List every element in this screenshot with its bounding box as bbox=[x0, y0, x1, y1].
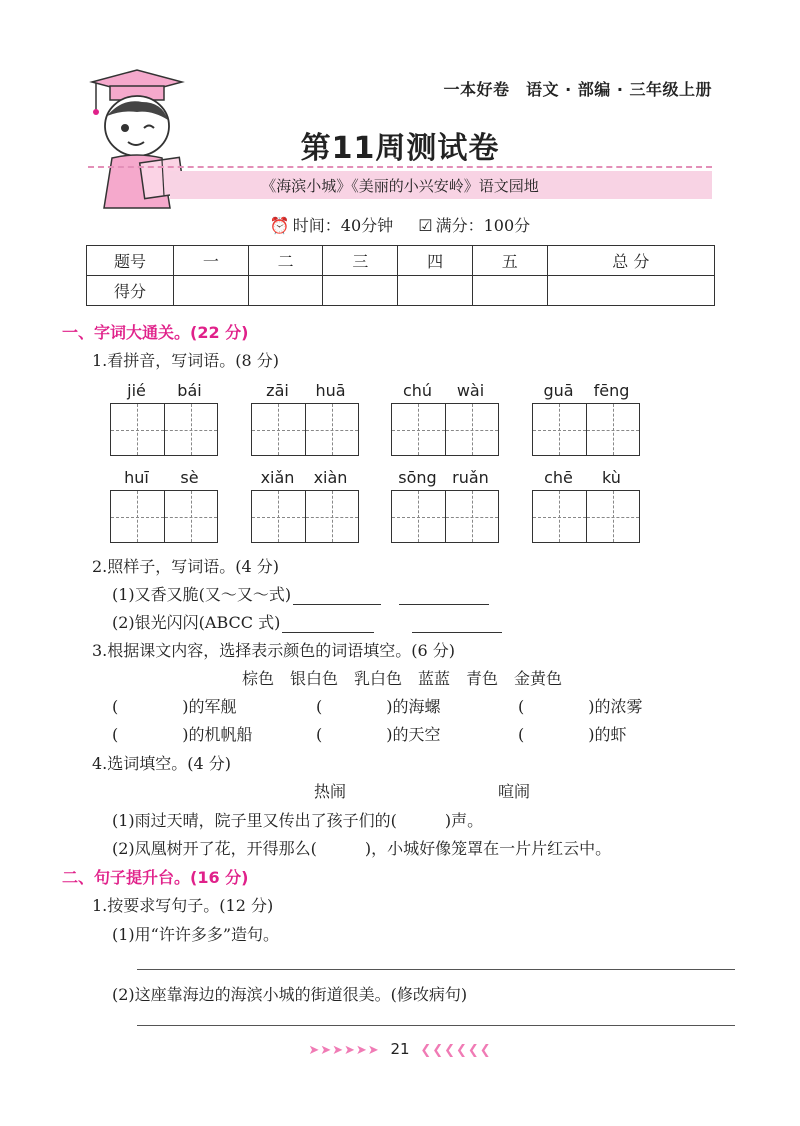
q4-word-option: 喧闹 bbox=[498, 782, 531, 801]
arrows-left-icon: ➤➤➤➤➤➤ bbox=[308, 1043, 380, 1058]
pinyin-label: huī bbox=[124, 468, 149, 487]
pinyin-label: zāi bbox=[266, 381, 289, 400]
character-writing-box[interactable] bbox=[110, 490, 218, 543]
answer-blank[interactable] bbox=[293, 588, 381, 605]
lesson-subtitle: 《海滨小城》《美丽的小兴安岭》语文园地 bbox=[261, 177, 539, 195]
checkbox-icon: ☑ bbox=[418, 216, 433, 235]
q2-item1 bbox=[112, 582, 489, 605]
answer-line[interactable] bbox=[137, 969, 735, 970]
score-header-cell: 一 bbox=[174, 246, 249, 276]
score-cell[interactable] bbox=[547, 276, 714, 306]
score-header-cell: 总 分 bbox=[547, 246, 714, 276]
pinyin-label: xiàn bbox=[313, 468, 348, 487]
character-writing-box[interactable] bbox=[532, 490, 640, 543]
score-cell[interactable] bbox=[398, 276, 473, 306]
answer-line[interactable] bbox=[137, 1025, 735, 1026]
q2-item1-text: (1)又香又脆(又～又～式) bbox=[112, 585, 292, 604]
q3-fill-item: ( )的浓雾 bbox=[518, 697, 643, 716]
score-header-cell: 四 bbox=[398, 246, 473, 276]
score-text: 满分：100分 bbox=[435, 216, 531, 235]
section1-q4-label: 4.选词填空。(4 分) bbox=[92, 754, 232, 773]
section2-q1-label: 1.按要求写句子。(12 分) bbox=[92, 896, 274, 915]
pinyin-label: chú bbox=[402, 381, 433, 400]
arrows-right-icon: ❮❮❮❮❮❮ bbox=[420, 1043, 492, 1058]
score-header-cell: 五 bbox=[472, 246, 547, 276]
score-header-cell: 二 bbox=[248, 246, 323, 276]
pinyin-label: guā bbox=[543, 381, 574, 400]
time-text: 时间：40分钟 bbox=[292, 216, 394, 235]
character-writing-box[interactable] bbox=[391, 490, 499, 543]
page-number: 21 bbox=[390, 1040, 410, 1058]
score-info bbox=[418, 216, 530, 235]
pinyin-label: sè bbox=[180, 468, 199, 487]
section1-q1-label: 1.看拼音，写词语。(8 分) bbox=[92, 351, 280, 370]
character-writing-box[interactable] bbox=[251, 403, 359, 456]
title-divider bbox=[88, 166, 712, 168]
score-cell[interactable] bbox=[174, 276, 249, 306]
exam-meta bbox=[0, 213, 800, 236]
pinyin-label: wài bbox=[456, 381, 485, 400]
answer-blank[interactable] bbox=[282, 616, 374, 633]
q4-word-option: 热闹 bbox=[314, 782, 347, 801]
q3-word-bank: 棕色 银白色 乳白色 蓝蓝 青色 金黄色 bbox=[242, 669, 563, 688]
q4-item1: (1)雨过天晴，院子里又传出了孩子们的( )声。 bbox=[112, 811, 484, 830]
pinyin-label: huā bbox=[315, 381, 346, 400]
answer-blank[interactable] bbox=[399, 588, 489, 605]
page-title: 第11周测试卷 bbox=[300, 131, 500, 166]
character-writing-box[interactable] bbox=[251, 490, 359, 543]
score-cell[interactable] bbox=[248, 276, 323, 306]
pinyin-label: jié bbox=[127, 381, 146, 400]
character-writing-box[interactable] bbox=[110, 403, 218, 456]
pinyin-label: bái bbox=[177, 381, 202, 400]
q3-fill-item: ( )的机帆船 bbox=[112, 725, 253, 744]
score-table bbox=[86, 245, 715, 306]
q4-item2: (2)凤凰树开了花，开得那么( )，小城好像笼罩在一片片红云中。 bbox=[112, 839, 612, 858]
answer-blank[interactable] bbox=[412, 616, 502, 633]
pinyin-label: fēng bbox=[593, 381, 630, 400]
q3-fill-item: ( )的海螺 bbox=[316, 697, 441, 716]
score-header-cell: 题号 bbox=[87, 246, 174, 276]
score-cell[interactable] bbox=[472, 276, 547, 306]
score-table-header-row bbox=[87, 246, 715, 276]
pinyin-label: ruǎn bbox=[452, 468, 489, 487]
character-writing-box[interactable] bbox=[391, 403, 499, 456]
q3-fill-item: ( )的天空 bbox=[316, 725, 441, 744]
pinyin-label: chē bbox=[544, 468, 573, 487]
series-header: 一本好卷 语文 · 部编 · 三年级上册 bbox=[443, 80, 712, 99]
score-row-label: 得分 bbox=[87, 276, 174, 306]
time-info bbox=[270, 216, 393, 235]
pinyin-label: xiǎn bbox=[260, 468, 295, 487]
page-footer bbox=[0, 1040, 800, 1058]
section2-title: 二、句子提升台。(16 分) bbox=[62, 868, 249, 887]
pinyin-label: sōng bbox=[398, 468, 437, 487]
clock-icon: ⏰ bbox=[269, 216, 290, 235]
section1-title: 一、字词大通关。(22 分) bbox=[62, 323, 249, 342]
section1-q3-label: 3.根据课文内容，选择表示颜色的词语填空。(6 分) bbox=[92, 641, 456, 660]
q2-item2 bbox=[112, 610, 502, 633]
pinyin-label: kù bbox=[602, 468, 621, 487]
score-cell[interactable] bbox=[323, 276, 398, 306]
q3-fill-item: ( )的虾 bbox=[518, 725, 627, 744]
q2-item2-text: (2)银光闪闪(ABCC 式) bbox=[112, 613, 281, 632]
score-table-row bbox=[87, 276, 715, 306]
score-header-cell: 三 bbox=[323, 246, 398, 276]
q3-fill-item: ( )的军舰 bbox=[112, 697, 237, 716]
character-writing-box[interactable] bbox=[532, 403, 640, 456]
section2-item1: (1)用“许许多多”造句。 bbox=[112, 925, 280, 944]
section2-item2: (2)这座靠海边的海滨小城的街道很美。(修改病句) bbox=[112, 985, 468, 1004]
section1-q2-label: 2.照样子，写词语。(4 分) bbox=[92, 557, 280, 576]
